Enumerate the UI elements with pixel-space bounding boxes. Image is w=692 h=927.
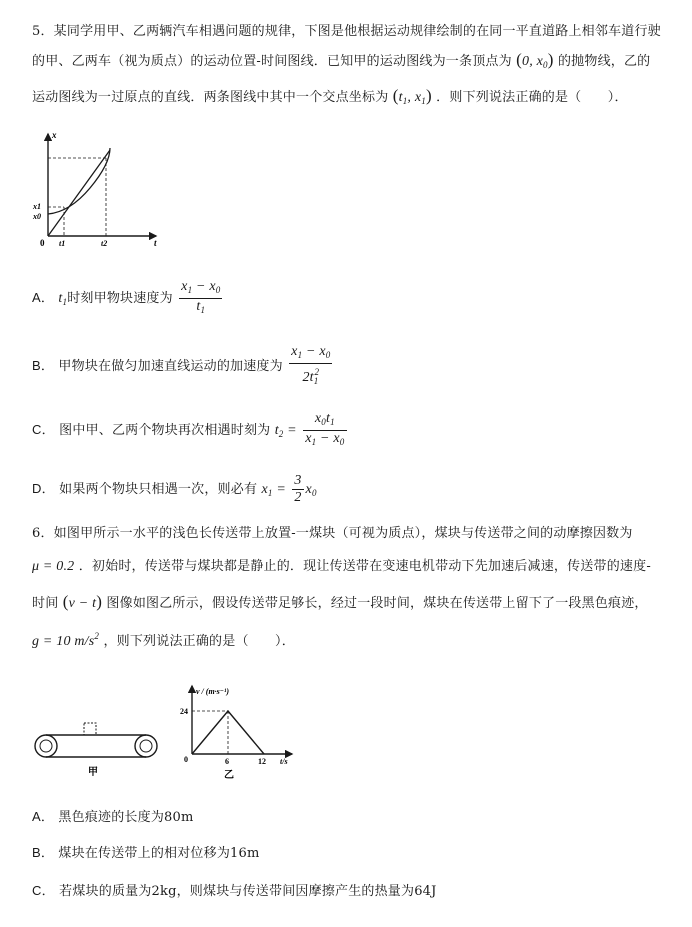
- q6-v-axis-label: v / (m·s⁻¹): [196, 687, 230, 696]
- q5-option-b: B． 甲物块在做匀加速直线运动的加速度为 $\frac{x_1 - x_0}{2t_1^2}$: [32, 344, 331, 386]
- q6-t-end-label: 12: [258, 757, 266, 766]
- q5-x0-label: x0: [33, 212, 41, 221]
- q5-line-yi: [48, 150, 110, 236]
- q6-option-a: A． 黑色痕迹的长度为80m: [32, 809, 194, 825]
- q6-stem-line-2: μ = 0.2 ．初始时，传送带与煤块都是静止的．现让传送带在变速电机带动下先加速后减速，传送带的速度-: [32, 559, 651, 574]
- q6-option-b: B． 煤块在传送带上的相对位移为16m: [32, 845, 260, 861]
- q6-figure-jia-conveyor: [32, 712, 162, 778]
- q5-option-a: A． $t_1$时刻甲物块速度为 $\frac{x_1 - x_0}{t_1}$: [32, 279, 221, 315]
- q5-t-axis-label: t: [154, 238, 157, 248]
- q6-coal-block: [84, 723, 96, 735]
- q6-stem-line-4: g = 10 $m/s^2$ ，则下列说法正确的是（ ）．: [32, 631, 295, 649]
- q5-origin-label: 0: [40, 238, 45, 248]
- q5-x1-label: x1: [33, 202, 41, 211]
- q6-origin-label: 0: [184, 755, 188, 764]
- q5-option-d: D． 如果两个物块只相遇一次，则必有 $x_1$ = $\frac{3}{2}$ $x_0$: [32, 473, 317, 505]
- q5-stem-line-1: 5．某同学用甲、乙两辆汽车相遇问题的规律，下图是他根据运动规律绘制的在同一平直道路上相邻车道行驶: [32, 24, 661, 39]
- q5-vertex-coordinate: (0, $x_0$): [516, 50, 554, 70]
- q5-intersection-coordinate: ($t_1$, $x_1$): [392, 86, 432, 106]
- q6-figure-yi-vt-graph: [180, 682, 300, 782]
- q5-x-axis-label: x: [52, 130, 57, 140]
- q6-t-axis-label: t/s: [280, 757, 288, 766]
- q5-stem-line-2: 的甲、乙两车（视为质点）的运动位置-时间图线．已知甲的运动图线为一条顶点为 (0, $x_0$) 的抛物线，乙的: [32, 50, 651, 70]
- q6-vmax-label: 24: [180, 707, 188, 716]
- q6-friction-coefficient: μ = 0.2: [32, 559, 75, 574]
- q6-figure-yi-label: 乙: [224, 770, 234, 781]
- q6-stem-line-3: 时间 (v − t) 图像如图乙所示，假设传送带足够长，经过一段时间，煤块在传送带上留下了一段黑色痕迹，: [32, 592, 648, 611]
- q5-option-c: C． 图中甲、乙两个物块再次相遇时刻为 $t_2$ = $\frac{x_0t_1}{x_1 - x_0}$: [32, 411, 345, 447]
- q6-stem-line-1: 6．如图甲所示一水平的浅色长传送带上放置-一煤块（可视为质点），煤块与传送带之间的动摩擦因数为: [32, 526, 633, 541]
- q5-position-time-graph: [30, 128, 165, 250]
- q5-t1-label: t1: [59, 239, 66, 248]
- q6-t-peak-label: 6: [225, 757, 229, 766]
- q6-option-c: C． 若煤块的质量为2kg，则煤块与传送带间因摩擦产生的热量为64J: [32, 883, 437, 899]
- q5-stem-line-3: 运动图线为一过原点的直线．两条图线中其中一个交点坐标为 ($t_1$, $x_1$) ．则下列说法正确的是（ ）．: [32, 86, 628, 106]
- q5-t2-label: t2: [101, 239, 108, 248]
- q6-figure-jia-label: 甲: [88, 767, 98, 778]
- q6-gravity-value: g = 10 $m/s^2$: [32, 631, 100, 649]
